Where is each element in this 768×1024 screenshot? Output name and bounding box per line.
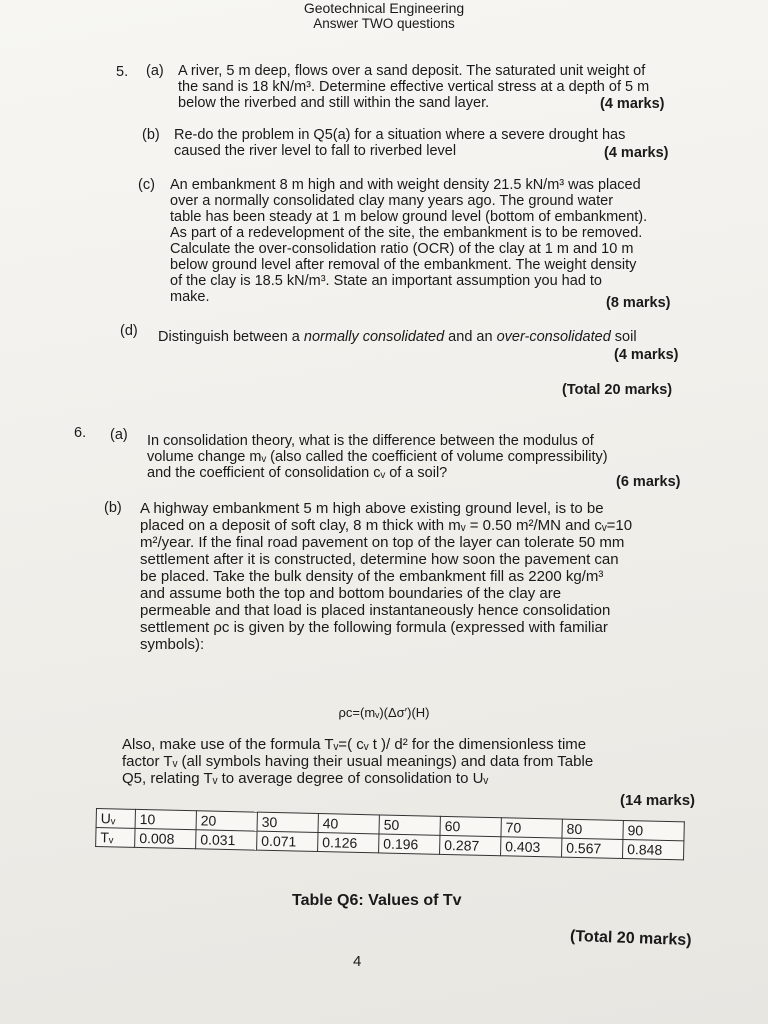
q5d-text-mid: and an bbox=[444, 329, 497, 345]
q6a-line: and the coefficient of consolidation cᵥ of a soil? bbox=[147, 465, 448, 481]
q6b-line: m²/year. If the final road pavement on top of the layer can tolerate 50 mm bbox=[140, 534, 625, 551]
q6b-line: settlement ρc is given by the following formula (expressed with familiar bbox=[140, 619, 608, 636]
q5-total: (Total 20 marks) bbox=[562, 382, 673, 398]
q6b-line: be placed. Take the bulk density of the embankment fill as 2200 kg/m³ bbox=[140, 568, 604, 585]
instruction-text: Answer TWO questions bbox=[313, 16, 455, 31]
q5-number: 5. bbox=[116, 64, 129, 80]
table-cell: 90 bbox=[623, 820, 684, 840]
table-header-uv: Uᵥ bbox=[96, 809, 135, 829]
q5c-line: Calculate the over-consolidation ratio (OCR) of the clay at 1 m and 10 m bbox=[170, 241, 634, 257]
table-cell: 0.126 bbox=[318, 833, 379, 853]
table-cell: 60 bbox=[440, 816, 501, 836]
q6b-line: permeable and that load is placed instantaneously hence consolidation bbox=[140, 602, 611, 619]
table-cell: 20 bbox=[196, 811, 257, 831]
table-cell: 0.287 bbox=[440, 835, 501, 855]
q5b-marks: (4 marks) bbox=[604, 145, 669, 161]
q5d-italic-normally: normally consolidated bbox=[303, 329, 445, 345]
q5d-text bbox=[158, 329, 698, 345]
q5c-line: make. bbox=[170, 289, 210, 305]
q5a-label: (a) bbox=[146, 63, 164, 79]
q6b-line: A highway embankment 5 m high above existing ground level, is to be bbox=[140, 500, 604, 517]
table-cell: 0.403 bbox=[501, 837, 562, 857]
q6-number: 6. bbox=[74, 425, 87, 441]
q5c-label: (c) bbox=[138, 177, 155, 193]
q6a-label: (a) bbox=[110, 427, 128, 443]
q6b-line: Also, make use of the formula Tᵥ=( cᵥ t )/ d² for the dimensionless time bbox=[122, 736, 587, 753]
table-cell: 40 bbox=[318, 814, 379, 834]
table-cell: 0.008 bbox=[135, 828, 196, 848]
q5a-marks: (4 marks) bbox=[600, 96, 665, 112]
q5a-line: below the riverbed and still within the sand layer. bbox=[178, 95, 490, 111]
q5b-line: Re-do the problem in Q5(a) for a situation where a severe drought has bbox=[174, 127, 626, 143]
q6b-text-2 bbox=[122, 736, 702, 787]
table-cell: 10 bbox=[135, 809, 196, 829]
q6b-label: (b) bbox=[104, 500, 122, 516]
table-caption: Table Q6: Values of Tv bbox=[292, 892, 462, 909]
table-cell: 70 bbox=[501, 818, 562, 838]
course-title: Geotechnical Engineering bbox=[303, 0, 465, 16]
table-cell: 0.196 bbox=[379, 834, 440, 854]
q5c-line: below ground level after removal of the embankment. The weight density bbox=[170, 257, 637, 273]
table-cell: 0.567 bbox=[562, 838, 623, 858]
q5c-line: of the clay is 18.5 kN/m³. State an important assumption you had to bbox=[170, 273, 602, 289]
q6b-line: symbols): bbox=[140, 636, 205, 653]
q6a-marks: (6 marks) bbox=[616, 474, 681, 490]
q5c-line: An embankment 8 m high and with weight density 21.5 kN/m³ was placed bbox=[170, 177, 641, 193]
table-cell: 0.848 bbox=[622, 839, 683, 859]
q5a-line: A river, 5 m deep, flows over a sand deposit. The saturated unit weight of bbox=[178, 63, 646, 79]
q5d-text-end: soil bbox=[610, 329, 637, 345]
q5c-text bbox=[170, 177, 680, 305]
q6a-line: In consolidation theory, what is the difference between the modulus of bbox=[147, 433, 594, 449]
table-cell: 30 bbox=[257, 812, 318, 832]
table-cell: 0.071 bbox=[257, 831, 318, 851]
q6b-marks: (14 marks) bbox=[620, 792, 696, 809]
q6a-line: volume change mᵥ (also called the coefficient of volume compressibility) bbox=[147, 449, 608, 465]
q5a-line: the sand is 18 kN/m³. Determine effective vertical stress at a depth of 5 m bbox=[178, 79, 650, 95]
q5b-line: caused the river level to fall to riverbed level bbox=[174, 143, 457, 159]
q6b-line: factor Tᵥ (all symbols having their usual meanings) and data from Table bbox=[122, 753, 594, 770]
q5d-text-start: Distinguish between a bbox=[158, 329, 304, 345]
q6b-text bbox=[140, 500, 700, 653]
q5b-text bbox=[174, 127, 674, 159]
q6b-line: Q5, relating Tᵥ to average degree of consolidation to Uᵥ bbox=[122, 770, 489, 787]
settlement-formula: ρc=(mᵥ)(Δσ′)(H) bbox=[338, 705, 430, 720]
q6-total: (Total 20 marks) bbox=[569, 927, 692, 950]
table-header-tv: Tᵥ bbox=[96, 828, 135, 848]
q6b-line: placed on a deposit of soft clay, 8 m thick with mᵥ = 0.50 m²/MN and cᵥ=10 bbox=[140, 517, 633, 534]
table-cell: 50 bbox=[379, 815, 440, 835]
page-number: 4 bbox=[353, 953, 362, 970]
q5c-marks: (8 marks) bbox=[606, 295, 671, 311]
q5d-label: (d) bbox=[120, 323, 138, 339]
q5d-marks: (4 marks) bbox=[614, 347, 679, 363]
instruction bbox=[0, 16, 768, 31]
q5c-line: As part of a redevelopment of the site, the embankment is to be removed. bbox=[170, 225, 643, 241]
q5d-italic-over: over-consolidated bbox=[496, 329, 611, 345]
q5b-label: (b) bbox=[142, 127, 160, 143]
q6b-line: settlement after it is constructed, determine how soon the pavement can bbox=[140, 551, 619, 568]
table-cell: 80 bbox=[562, 819, 623, 839]
q5c-line: table has been steady at 1 m below ground level (bottom of embankment). bbox=[170, 209, 648, 225]
q5c-line: over a normally consolidated clay many years ago. The ground water bbox=[170, 193, 614, 209]
tv-table bbox=[95, 808, 685, 860]
table-cell: 0.031 bbox=[196, 830, 257, 850]
q6b-line: and assume both the top and bottom boundaries of the clay are bbox=[140, 585, 562, 602]
q6a-text bbox=[147, 433, 697, 481]
